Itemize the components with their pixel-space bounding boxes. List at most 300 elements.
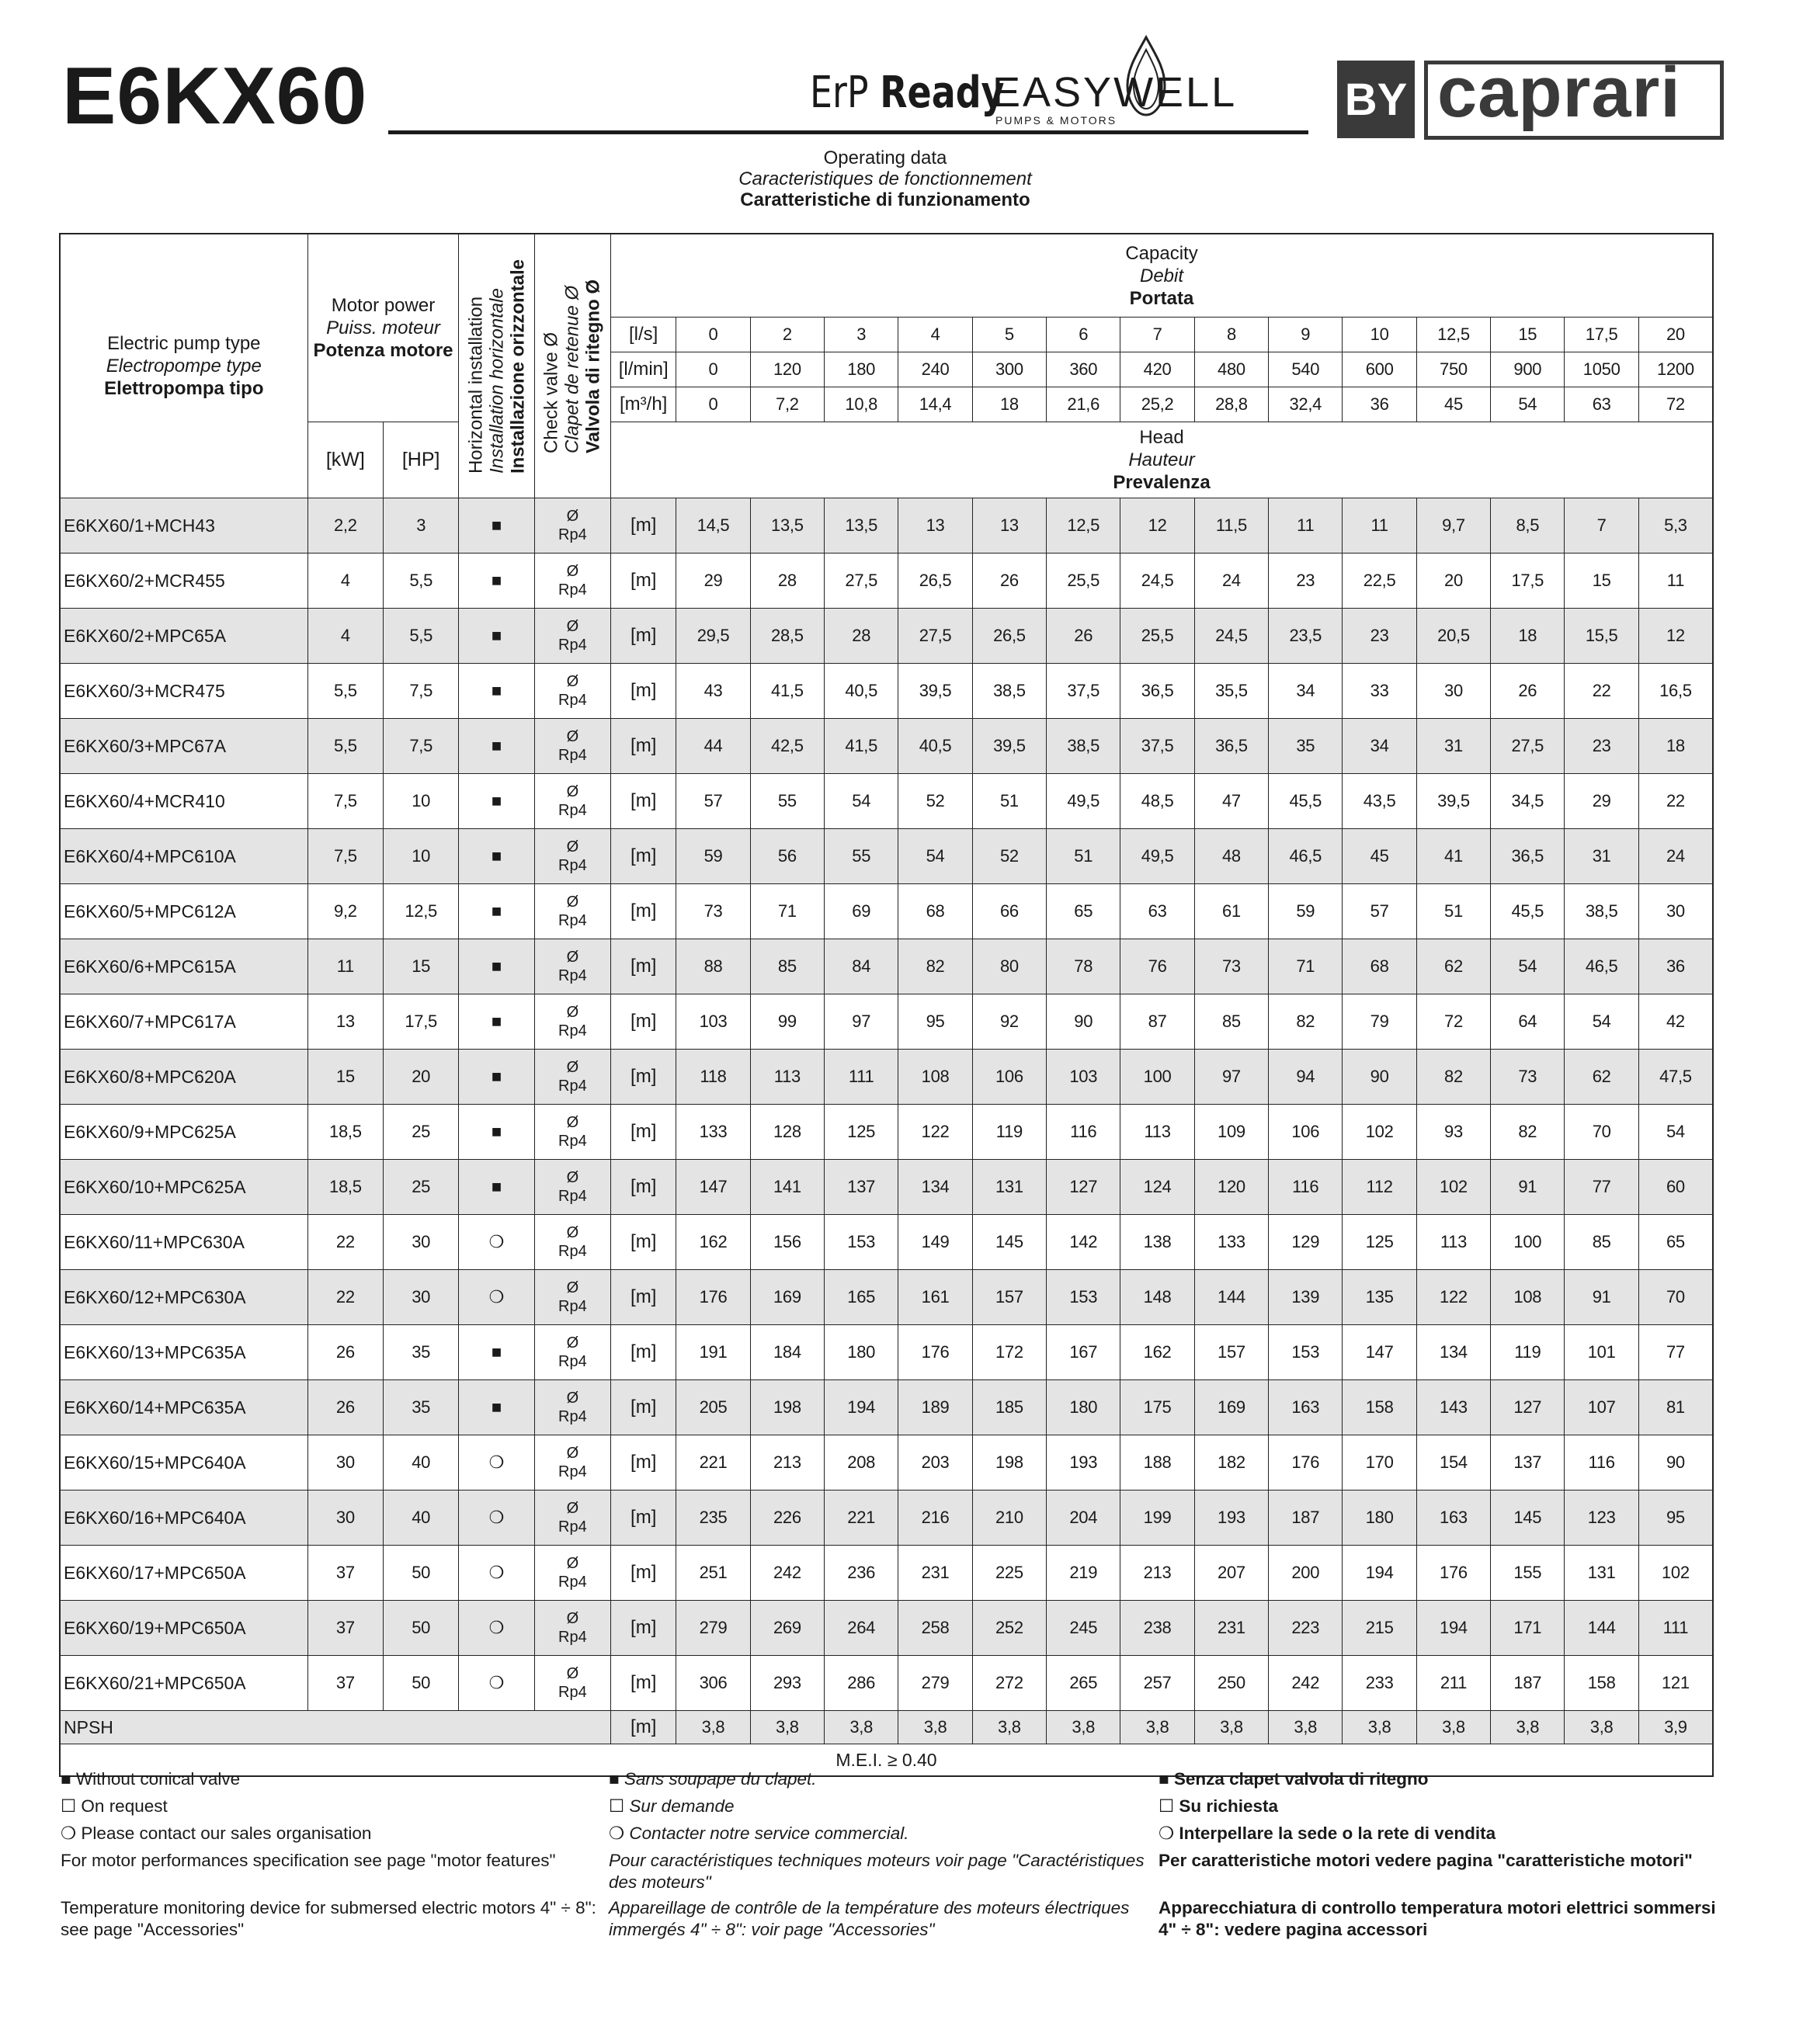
head-value-cell: 119 [1491, 1325, 1565, 1380]
note-it-2: ❍ Interpellare la sede o la rete di vendita [1159, 1824, 1496, 1843]
check-valve-symbol: Ø [566, 1059, 579, 1076]
head-value-cell: 13 [972, 498, 1046, 554]
head-value-cell: 221 [825, 1490, 898, 1546]
head-value-cell: 129 [1269, 1215, 1343, 1270]
check-valve-size: Rp4 [558, 912, 587, 929]
note-en-4: Temperature monitoring device for submersed electric motors 4" ÷ 8": see page "Accessories" [61, 1898, 596, 1939]
head-value-cell: 43 [676, 664, 750, 719]
head-value-cell: 73 [1491, 1050, 1565, 1105]
head-value-cell: 57 [1343, 884, 1416, 939]
check-valve-cell [534, 1270, 610, 1325]
head-value-cell: 38,5 [1047, 719, 1120, 774]
table-row [60, 1546, 1713, 1601]
check-valve-symbol: Ø [566, 508, 579, 525]
head-value-cell: 169 [750, 1270, 824, 1325]
kw-cell: 7,5 [307, 829, 383, 884]
erp-ready-logo [810, 68, 1005, 118]
npsh-unit: [m] [611, 1711, 676, 1744]
pump-model-cell: E6KX60/13+MPC635A [60, 1325, 307, 1380]
head-value-cell: 251 [676, 1546, 750, 1601]
head-value-cell: 51 [1416, 884, 1490, 939]
head-value-cell: 93 [1416, 1105, 1490, 1160]
check-valve-size: Rp4 [558, 967, 587, 984]
head-value-cell: 102 [1638, 1546, 1713, 1601]
check-valve-size: Rp4 [558, 581, 587, 599]
head-value-cell: 198 [750, 1380, 824, 1435]
head-value-cell: 63 [1120, 884, 1194, 939]
check-valve-size: Rp4 [558, 747, 587, 764]
hp-cell: 25 [384, 1105, 459, 1160]
flow-value-flow_ls: 15 [1491, 318, 1565, 352]
head-value-cell: 121 [1638, 1656, 1713, 1711]
head-value-cell: 194 [1416, 1601, 1490, 1656]
head-value-cell: 59 [676, 829, 750, 884]
head-value-cell: 23,5 [1269, 609, 1343, 664]
head-value-cell: 43,5 [1343, 774, 1416, 829]
horizontal-install-symbol: ■ [459, 664, 534, 719]
head-value-cell: 9,7 [1416, 498, 1490, 554]
head-value-cell: 269 [750, 1601, 824, 1656]
head-value-cell: 85 [750, 939, 824, 994]
head-value-cell: 286 [825, 1656, 898, 1711]
head-value-cell: 71 [750, 884, 824, 939]
hp-cell: 30 [384, 1270, 459, 1325]
head-value-cell: 55 [750, 774, 824, 829]
head-value-cell: 28 [825, 609, 898, 664]
head-value-cell: 171 [1491, 1601, 1565, 1656]
horizontal-install-symbol: ■ [459, 829, 534, 884]
pump-model-cell: E6KX60/21+MPC650A [60, 1656, 307, 1711]
head-value-cell: 138 [1120, 1215, 1194, 1270]
head-value-cell: 182 [1194, 1435, 1268, 1490]
pump-model-cell: E6KX60/9+MPC625A [60, 1105, 307, 1160]
head-value-cell: 207 [1194, 1546, 1268, 1601]
head-value-cell: 264 [825, 1601, 898, 1656]
head-value-cell: 198 [972, 1435, 1046, 1490]
hp-cell: 35 [384, 1380, 459, 1435]
head-value-cell: 236 [825, 1546, 898, 1601]
pump-model-cell: E6KX60/17+MPC650A [60, 1546, 307, 1601]
table-row [60, 829, 1713, 884]
head-value-cell: 250 [1194, 1656, 1268, 1711]
head-value-cell: 30 [1416, 664, 1490, 719]
npsh-value-cell: 3,8 [1491, 1711, 1565, 1744]
check-valve-cell [534, 774, 610, 829]
head-value-cell: 180 [1047, 1380, 1120, 1435]
head-value-cell: 48,5 [1120, 774, 1194, 829]
head-value-cell: 143 [1416, 1380, 1490, 1435]
easywell-sub: PUMPS & MOTORS [995, 114, 1117, 127]
head-value-cell: 88 [676, 939, 750, 994]
flow-value-flow_m3h: 36 [1343, 387, 1416, 422]
head-value-cell: 193 [1047, 1435, 1120, 1490]
horizontal-install-symbol: ❍ [459, 1656, 534, 1711]
head-value-cell: 42 [1638, 994, 1713, 1050]
head-value-cell: 165 [825, 1270, 898, 1325]
head-value-cell: 49,5 [1047, 774, 1120, 829]
head-value-cell: 187 [1491, 1656, 1565, 1711]
kw-cell: 37 [307, 1601, 383, 1656]
kw-cell: 5,5 [307, 719, 383, 774]
check-valve-cell [534, 1546, 610, 1601]
head-value-cell: 279 [898, 1656, 972, 1711]
head-value-cell: 118 [676, 1050, 750, 1105]
head-value-cell: 87 [1120, 994, 1194, 1050]
head-value-cell: 131 [972, 1160, 1046, 1215]
flow-value-flow_lmin: 1200 [1638, 352, 1713, 387]
hp-cell: 17,5 [384, 994, 459, 1050]
table-row [60, 609, 1713, 664]
head-value-cell: 23 [1343, 609, 1416, 664]
head-value-cell: 66 [972, 884, 1046, 939]
head-value-cell: 111 [1638, 1601, 1713, 1656]
head-value-cell: 149 [898, 1215, 972, 1270]
check-valve-cell [534, 994, 610, 1050]
flow-value-flow_m3h: 7,2 [750, 387, 824, 422]
head-value-cell: 163 [1416, 1490, 1490, 1546]
check-valve-size: Rp4 [558, 692, 587, 709]
head-value-cell: 155 [1491, 1546, 1565, 1601]
note-it-1: ☐ Su richiesta [1159, 1796, 1278, 1816]
head-value-cell: 133 [676, 1105, 750, 1160]
head-unit-cell: [m] [611, 939, 676, 994]
check-valve-symbol: Ø [566, 1334, 579, 1352]
table-row [60, 1435, 1713, 1490]
head-value-cell: 175 [1120, 1380, 1194, 1435]
head-unit-cell: [m] [611, 1160, 676, 1215]
flow-value-flow_m3h: 21,6 [1047, 387, 1120, 422]
flow-value-flow_m3h: 72 [1638, 387, 1713, 422]
head-value-cell: 153 [1047, 1270, 1120, 1325]
head-value-cell: 137 [1491, 1435, 1565, 1490]
horizontal-install-symbol: ■ [459, 1160, 534, 1215]
horizontal-install-symbol: ❍ [459, 1601, 534, 1656]
easywell-brand: EASYWELL [992, 69, 1238, 116]
head-value-cell: 57 [676, 774, 750, 829]
head-value-cell: 161 [898, 1270, 972, 1325]
head-value-cell: 137 [825, 1160, 898, 1215]
head-value-cell: 25,5 [1120, 609, 1194, 664]
check-valve-symbol: Ø [566, 1224, 579, 1241]
head-value-cell: 119 [972, 1105, 1046, 1160]
head-value-cell: 18 [1638, 719, 1713, 774]
pump-model-cell: E6KX60/6+MPC615A [60, 939, 307, 994]
npsh-label: NPSH [60, 1711, 611, 1744]
head-value-cell: 15,5 [1565, 609, 1638, 664]
table-row [60, 664, 1713, 719]
hp-cell: 10 [384, 829, 459, 884]
check-valve-cell [534, 609, 610, 664]
unit-ls: [l/s] [611, 318, 676, 352]
flow-value-flow_ls: 0 [676, 318, 750, 352]
npsh-value-cell: 3,8 [1194, 1711, 1268, 1744]
flow-value-flow_lmin: 420 [1120, 352, 1194, 387]
pump-model-cell: E6KX60/8+MPC620A [60, 1050, 307, 1105]
head-value-cell: 204 [1047, 1490, 1120, 1546]
kw-cell: 5,5 [307, 664, 383, 719]
hp-cell: 7,5 [384, 664, 459, 719]
head-value-cell: 29 [676, 554, 750, 609]
flow-value-flow_m3h: 32,4 [1269, 387, 1343, 422]
note-it-0: ■ Senza clapet valvola di ritegno [1159, 1769, 1429, 1789]
head-unit-cell: [m] [611, 554, 676, 609]
check-valve-symbol: Ø [566, 1665, 579, 1682]
flow-value-flow_lmin: 180 [825, 352, 898, 387]
check-valve-cell [534, 1490, 610, 1546]
head-value-cell: 18 [1491, 609, 1565, 664]
kw-cell: 26 [307, 1325, 383, 1380]
head-value-cell: 54 [825, 774, 898, 829]
head-value-cell: 142 [1047, 1215, 1120, 1270]
note-en-3: For motor performances specification see page "motor features" [61, 1851, 556, 1870]
head-value-cell: 176 [1416, 1546, 1490, 1601]
head-value-cell: 158 [1565, 1656, 1638, 1711]
head-value-cell: 193 [1194, 1490, 1268, 1546]
flow-value-flow_lmin: 480 [1194, 352, 1268, 387]
head-value-cell: 235 [676, 1490, 750, 1546]
caprari-logo [1337, 53, 1722, 140]
table-row [60, 884, 1713, 939]
head-value-cell: 82 [898, 939, 972, 994]
mei-row [60, 1744, 1713, 1777]
check-valve-symbol: Ø [566, 1610, 579, 1627]
head-unit-cell: [m] [611, 1380, 676, 1435]
head-value-cell: 180 [825, 1325, 898, 1380]
head-value-cell: 210 [972, 1490, 1046, 1546]
head-value-cell: 187 [1269, 1490, 1343, 1546]
pump-model-cell: E6KX60/14+MPC635A [60, 1380, 307, 1435]
check-valve-size: Rp4 [558, 1188, 587, 1205]
head-value-cell: 11 [1343, 498, 1416, 554]
head-value-cell: 82 [1416, 1050, 1490, 1105]
head-value-cell: 258 [898, 1601, 972, 1656]
head-value-cell: 265 [1047, 1656, 1120, 1711]
head-value-cell: 45,5 [1491, 884, 1565, 939]
head-value-cell: 22 [1565, 664, 1638, 719]
head-value-cell: 188 [1120, 1435, 1194, 1490]
horizontal-install-symbol: ■ [459, 609, 534, 664]
pump-model-cell: E6KX60/2+MCR455 [60, 554, 307, 609]
head-value-cell: 65 [1638, 1215, 1713, 1270]
note-fr-0: ■ Sans soupape du clapet. [609, 1769, 817, 1789]
hp-cell: 3 [384, 498, 459, 554]
head-value-cell: 148 [1120, 1270, 1194, 1325]
head-value-cell: 40,5 [898, 719, 972, 774]
head-value-cell: 185 [972, 1380, 1046, 1435]
head-value-cell: 11,5 [1194, 498, 1268, 554]
kw-cell: 18,5 [307, 1105, 383, 1160]
head-value-cell: 38,5 [972, 664, 1046, 719]
horizontal-install-symbol: ❍ [459, 1435, 534, 1490]
pump-model-cell: E6KX60/7+MPC617A [60, 994, 307, 1050]
head-value-cell: 167 [1047, 1325, 1120, 1380]
check-valve-symbol: Ø [566, 949, 579, 966]
head-value-cell: 24 [1194, 554, 1268, 609]
head-value-cell: 79 [1343, 994, 1416, 1050]
check-valve-size: Rp4 [558, 637, 587, 654]
unit-lmin: [l/min] [611, 352, 676, 387]
npsh-value-cell: 3,8 [750, 1711, 824, 1744]
head-value-cell: 91 [1491, 1160, 1565, 1215]
head-unit-cell: [m] [611, 1656, 676, 1711]
kw-cell: 15 [307, 1050, 383, 1105]
head-value-cell: 106 [1269, 1105, 1343, 1160]
head-value-cell: 306 [676, 1656, 750, 1711]
head-value-cell: 215 [1343, 1601, 1416, 1656]
head-unit-cell: [m] [611, 1601, 676, 1656]
head-value-cell: 73 [676, 884, 750, 939]
head-value-cell: 84 [825, 939, 898, 994]
head-value-cell: 100 [1120, 1050, 1194, 1105]
head-unit-cell: [m] [611, 774, 676, 829]
head-value-cell: 170 [1343, 1435, 1416, 1490]
head-value-cell: 36,5 [1120, 664, 1194, 719]
head-value-cell: 163 [1269, 1380, 1343, 1435]
check-valve-cell [534, 554, 610, 609]
kw-cell: 22 [307, 1215, 383, 1270]
check-valve-symbol: Ø [566, 1500, 579, 1517]
flow-value-flow_lmin: 300 [972, 352, 1046, 387]
check-valve-cell [534, 1160, 610, 1215]
title-fr: Caracteristiques de fonctionnement [738, 168, 1032, 189]
head-value-cell: 41,5 [825, 719, 898, 774]
head-value-cell: 157 [972, 1270, 1046, 1325]
kw-cell: 7,5 [307, 774, 383, 829]
unit-m3h: [m³/h] [611, 387, 676, 422]
head-value-cell: 24,5 [1194, 609, 1268, 664]
flow-value-flow_lmin: 600 [1343, 352, 1416, 387]
head-value-cell: 27,5 [825, 554, 898, 609]
head-value-cell: 134 [1416, 1325, 1490, 1380]
npsh-value-cell: 3,8 [1343, 1711, 1416, 1744]
head-value-cell: 133 [1194, 1215, 1268, 1270]
head-value-cell: 45 [1343, 829, 1416, 884]
npsh-value-cell: 3,8 [825, 1711, 898, 1744]
head-value-cell: 69 [825, 884, 898, 939]
head-value-cell: 169 [1194, 1380, 1268, 1435]
head-value-cell: 95 [898, 994, 972, 1050]
head-unit-cell: [m] [611, 884, 676, 939]
head-value-cell: 97 [825, 994, 898, 1050]
head-value-cell: 82 [1269, 994, 1343, 1050]
pump-model-cell: E6KX60/5+MPC612A [60, 884, 307, 939]
horizontal-install-symbol: ■ [459, 774, 534, 829]
check-valve-symbol: Ø [566, 1445, 579, 1462]
head-value-cell: 103 [676, 994, 750, 1050]
head-value-cell: 40,5 [825, 664, 898, 719]
head-value-cell: 131 [1565, 1546, 1638, 1601]
caprari-word: caprari [1437, 53, 1681, 132]
head-unit-cell: [m] [611, 1270, 676, 1325]
head-value-cell: 28 [750, 554, 824, 609]
head-value-cell: 55 [825, 829, 898, 884]
head-header: Head Hauteur Prevalenza [611, 422, 1713, 498]
flow-value-flow_m3h: 14,4 [898, 387, 972, 422]
table-row [60, 939, 1713, 994]
head-value-cell: 12 [1120, 498, 1194, 554]
flow-value-flow_ls: 5 [972, 318, 1046, 352]
head-value-cell: 252 [972, 1601, 1046, 1656]
hp-cell: 25 [384, 1160, 459, 1215]
check-valve-cell [534, 829, 610, 884]
head-value-cell: 134 [898, 1160, 972, 1215]
npsh-value-cell: 3,8 [1565, 1711, 1638, 1744]
pump-model-cell: E6KX60/11+MPC630A [60, 1215, 307, 1270]
kw-cell: 37 [307, 1656, 383, 1711]
head-value-cell: 35 [1269, 719, 1343, 774]
kw-cell: 13 [307, 994, 383, 1050]
head-value-cell: 162 [1120, 1325, 1194, 1380]
head-value-cell: 12 [1638, 609, 1713, 664]
head-value-cell: 194 [825, 1380, 898, 1435]
head-value-cell: 60 [1638, 1160, 1713, 1215]
check-valve-size: Rp4 [558, 1243, 587, 1260]
check-valve-size: Rp4 [558, 1408, 587, 1425]
head-value-cell: 154 [1416, 1435, 1490, 1490]
npsh-row [60, 1711, 1713, 1744]
head-value-cell: 65 [1047, 884, 1120, 939]
model-title: E6KX60 [62, 51, 368, 141]
capacity-header: Capacity Debit Portata [611, 234, 1713, 318]
head-value-cell: 26 [1491, 664, 1565, 719]
head-value-cell: 91 [1565, 1270, 1638, 1325]
horizontal-install-symbol: ■ [459, 939, 534, 994]
head-value-cell: 139 [1269, 1270, 1343, 1325]
head-value-cell: 226 [750, 1490, 824, 1546]
horizontal-install-symbol: ■ [459, 884, 534, 939]
head-value-cell: 122 [898, 1105, 972, 1160]
note-it-4: Apparecchiatura di controllo temperatura motori elettrici sommersi 4" ÷ 8": vedere pagina accessori [1159, 1898, 1716, 1939]
note-it-3: Per caratteristiche motori vedere pagina "caratteristiche motori" [1159, 1851, 1693, 1870]
head-value-cell: 61 [1194, 884, 1268, 939]
flow-value-flow_ls: 12,5 [1416, 318, 1490, 352]
head-value-cell: 47,5 [1638, 1050, 1713, 1105]
pump-model-cell: E6KX60/2+MPC65A [60, 609, 307, 664]
head-value-cell: 51 [972, 774, 1046, 829]
pump-model-cell: E6KX60/16+MPC640A [60, 1490, 307, 1546]
head-value-cell: 13,5 [825, 498, 898, 554]
flow-value-flow_m3h: 45 [1416, 387, 1490, 422]
head-value-cell: 34,5 [1491, 774, 1565, 829]
kw-cell: 37 [307, 1546, 383, 1601]
head-value-cell: 41 [1416, 829, 1490, 884]
head-value-cell: 194 [1343, 1546, 1416, 1601]
head-value-cell: 223 [1269, 1601, 1343, 1656]
head-value-cell: 158 [1343, 1380, 1416, 1435]
check-valve-cell [534, 1656, 610, 1711]
head-value-cell: 94 [1269, 1050, 1343, 1105]
kw-cell: 4 [307, 609, 383, 664]
head-value-cell: 54 [1638, 1105, 1713, 1160]
check-valve-size: Rp4 [558, 1518, 587, 1536]
check-valve-size: Rp4 [558, 1463, 587, 1480]
head-value-cell: 38,5 [1565, 884, 1638, 939]
head-value-cell: 24,5 [1120, 554, 1194, 609]
head-value-cell: 145 [1491, 1490, 1565, 1546]
check-valve-size: Rp4 [558, 1298, 587, 1315]
head-value-cell: 23 [1269, 554, 1343, 609]
head-value-cell: 219 [1047, 1546, 1120, 1601]
check-valve-cell [534, 939, 610, 994]
table-row [60, 719, 1713, 774]
head-value-cell: 108 [1491, 1270, 1565, 1325]
check-valve-size: Rp4 [558, 1574, 587, 1591]
check-valve-symbol: Ø [566, 1169, 579, 1186]
head-value-cell: 20,5 [1416, 609, 1490, 664]
flow-value-flow_lmin: 750 [1416, 352, 1490, 387]
pump-model-cell: E6KX60/10+MPC625A [60, 1160, 307, 1215]
horizontal-install-symbol: ❍ [459, 1490, 534, 1546]
